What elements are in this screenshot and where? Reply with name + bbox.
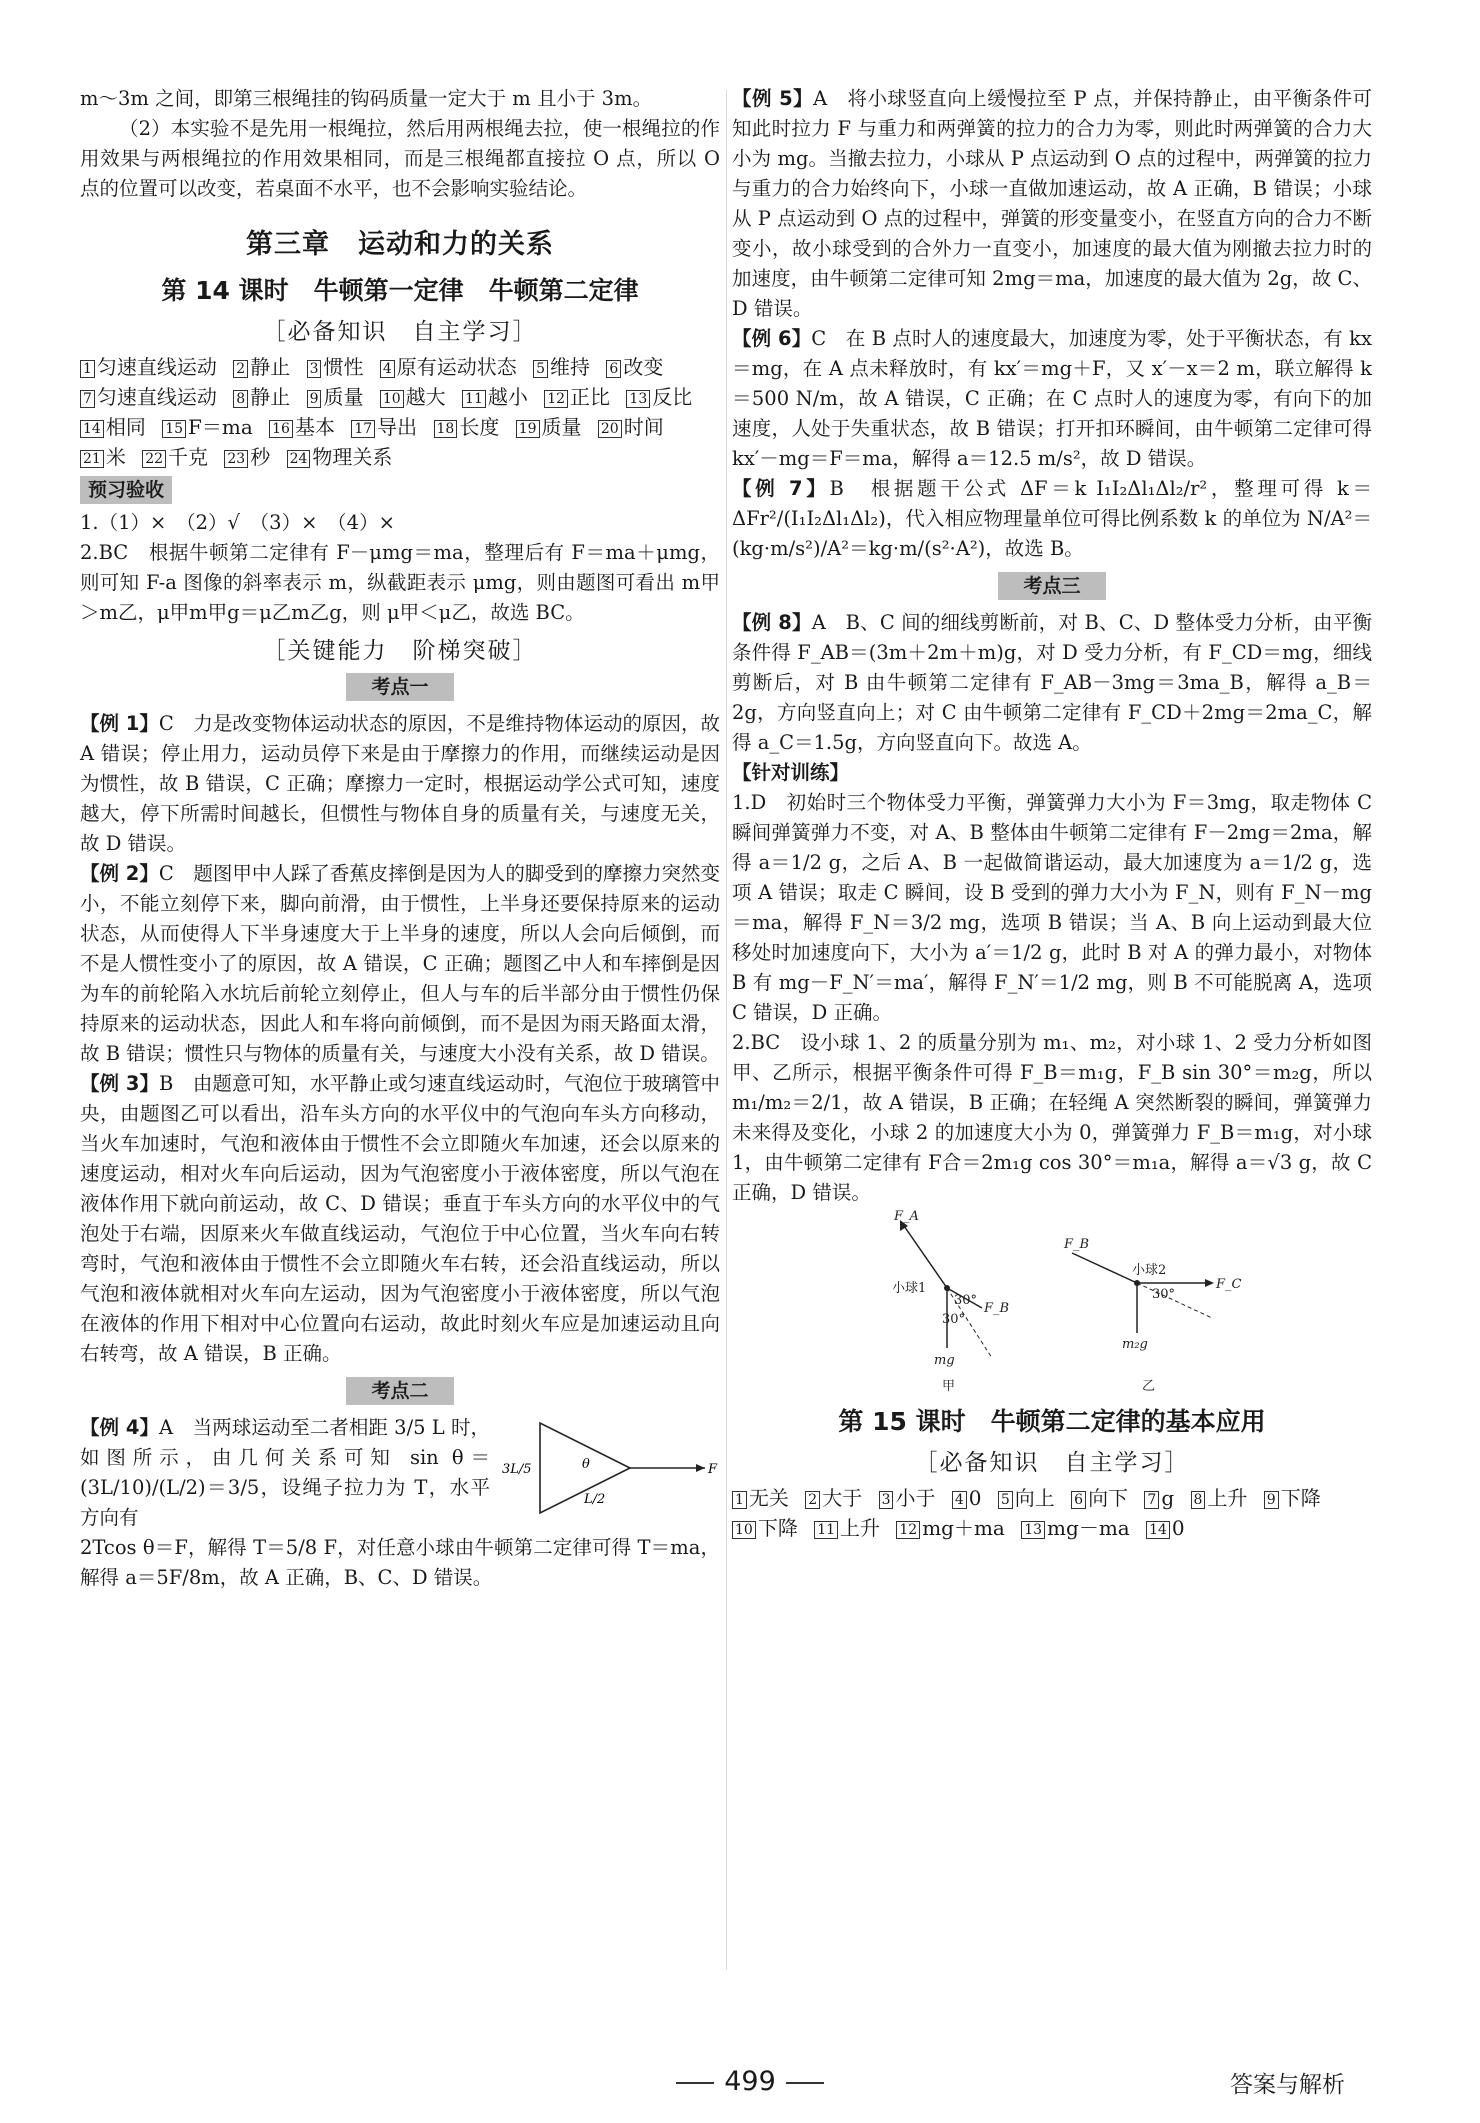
lesson-title: 第 14 课时 牛顿第一定律 牛顿第二定律 bbox=[161, 276, 639, 305]
example-label: 【例 7】 bbox=[732, 477, 830, 500]
keyword-text: 静止 bbox=[250, 385, 291, 409]
figure-label: 30° bbox=[954, 1293, 978, 1308]
kaodian-tag: 考点一 bbox=[346, 673, 454, 701]
keyword-item bbox=[1071, 1486, 1128, 1510]
example-text: C 在 B 点时人的速度最大，加速度为零，处于平衡状态，有 kx＝mg，在 A 点未释放时，有 kx′＝mg＋F，又 x′－x＝2 m，联立解得 k＝500 N/m，故 A 错误，C 正确；在 C 点时人的速度为零，有向下的加速度，人处于失重状态，故 B 错误；打开扣环瞬间，由牛顿第二定律可得 kx′－mg＝F＝ma，解得 a＝12.5 m/s²，故 D 错误。 bbox=[732, 327, 1372, 470]
keyword-text: 越大 bbox=[405, 385, 446, 409]
force-diagram bbox=[842, 1208, 1262, 1398]
figure-label: 小球1 bbox=[892, 1281, 927, 1296]
figure-label: F bbox=[708, 1462, 718, 1477]
ball-2 bbox=[1134, 1280, 1140, 1286]
left-column bbox=[80, 84, 720, 1593]
keyword-number: 23 bbox=[224, 450, 248, 468]
section-label: 答案与解析 bbox=[1230, 2072, 1345, 2098]
keyword-text: 质量 bbox=[541, 415, 582, 439]
keyword-number: 9 bbox=[1264, 1491, 1279, 1509]
keyword-number: 11 bbox=[814, 1521, 838, 1539]
keyword-item bbox=[434, 415, 500, 439]
keyword-text: 越小 bbox=[487, 385, 528, 409]
keyword-text: 向下 bbox=[1088, 1486, 1129, 1510]
keyword-item bbox=[380, 355, 517, 379]
keyword-text: 反比 bbox=[652, 385, 693, 409]
keyword-text: 向上 bbox=[1014, 1486, 1055, 1510]
keyword-text: 匀速直线运动 bbox=[96, 385, 217, 409]
figure-label: 30° bbox=[942, 1312, 966, 1327]
keyword-text: 匀速直线运动 bbox=[96, 355, 217, 379]
example-5 bbox=[732, 84, 1372, 324]
keyword-number: 7 bbox=[80, 390, 95, 408]
keyword-number: 6 bbox=[606, 360, 621, 378]
right-column bbox=[732, 84, 1372, 1543]
keyword-number: 2 bbox=[805, 1491, 820, 1509]
keyword-item bbox=[879, 1486, 936, 1510]
keyword-text: 0 bbox=[1171, 1516, 1185, 1540]
figure-label: 30° bbox=[1152, 1287, 1176, 1302]
keyword-text: 导出 bbox=[377, 415, 418, 439]
keyword-number: 10 bbox=[732, 1521, 756, 1539]
figure-label: 甲 bbox=[942, 1379, 956, 1394]
example-6 bbox=[732, 324, 1372, 474]
ball-1 bbox=[944, 1285, 950, 1291]
keyword-number: 20 bbox=[598, 420, 622, 438]
keyword-text: mg－ma bbox=[1047, 1516, 1130, 1540]
training-heading: 【针对训练】 bbox=[732, 761, 850, 784]
keyword-number: 3 bbox=[307, 360, 322, 378]
arrow-head bbox=[1205, 1279, 1214, 1287]
lesson-title: 第 15 课时 牛顿第二定律的基本应用 bbox=[838, 1407, 1266, 1436]
keyword-number: 2 bbox=[233, 360, 248, 378]
answer-item: 2.BC 根据牛顿第二定律有 F－μmg＝ma，整理后有 F＝ma＋μmg，则可知 F-a 图像的斜率表示 m，纵截距表示 μmg，则由题图可看出 m甲＞m乙，μ甲m甲g＝μ乙m乙g，则 μ甲＜μ乙，故选 BC。 bbox=[80, 541, 720, 624]
keyword-text: 改变 bbox=[623, 355, 664, 379]
keyword-item bbox=[142, 445, 208, 469]
keyword-number: 16 bbox=[269, 420, 293, 438]
keyword-item bbox=[814, 1516, 880, 1540]
keyword-text: 正比 bbox=[570, 385, 611, 409]
section-heading: ［必备知识 自主学习］ bbox=[914, 1450, 1190, 1476]
keyword-number: 6 bbox=[1071, 1491, 1086, 1509]
keyword-number: 12 bbox=[896, 1521, 920, 1539]
example-2 bbox=[80, 859, 720, 1069]
keyword-number: 10 bbox=[380, 390, 404, 408]
keyword-item bbox=[1191, 1486, 1248, 1510]
keyword-number: 22 bbox=[142, 450, 166, 468]
keyword-text: mg＋ma bbox=[922, 1516, 1005, 1540]
figure-label: θ bbox=[582, 1457, 590, 1472]
example-text: A 当两球运动至二者相距 3/5 L 时，如图所示，由几何关系可知 sin θ＝(3L/10)/(L/2)＝3/5，设绳子拉力为 T，水平方向有 bbox=[80, 1416, 491, 1529]
keyword-number: 9 bbox=[307, 390, 322, 408]
example-8 bbox=[732, 608, 1372, 758]
keyword-text: 无关 bbox=[748, 1486, 789, 1510]
keyword-number: 17 bbox=[351, 420, 375, 438]
paragraph: m～3m 之间，即第三根绳挂的钩码质量一定大于 m 且小于 3m。 bbox=[80, 87, 653, 110]
keyword-number: 8 bbox=[233, 390, 248, 408]
keyword-item bbox=[307, 385, 364, 409]
keyword-number: 15 bbox=[162, 420, 186, 438]
keyword-text: g bbox=[1161, 1486, 1175, 1510]
example-label: 【例 3】 bbox=[80, 1072, 159, 1095]
keyword-number: 14 bbox=[1146, 1521, 1170, 1539]
section-heading: ［必备知识 自主学习］ bbox=[262, 319, 538, 345]
answer-item: 1.（1）× （2）√ （3）× （4）× bbox=[80, 511, 395, 534]
keyword-item bbox=[233, 355, 290, 379]
force-line bbox=[1072, 1253, 1137, 1283]
keyword-item bbox=[606, 355, 663, 379]
example-7 bbox=[732, 474, 1372, 564]
example-4 bbox=[80, 1413, 720, 1533]
keyword-item bbox=[896, 1516, 1004, 1540]
column-divider bbox=[726, 90, 727, 1970]
keyword-text: 小于 bbox=[895, 1486, 936, 1510]
keyword-number: 13 bbox=[626, 390, 650, 408]
figure-label: F_A bbox=[894, 1209, 919, 1224]
arrow-head bbox=[696, 1464, 705, 1472]
keyword-item bbox=[1021, 1516, 1129, 1540]
keyword-item bbox=[351, 415, 417, 439]
keyword-text: 米 bbox=[105, 445, 126, 469]
keyword-item bbox=[732, 1516, 798, 1540]
keyword-item bbox=[1144, 1486, 1174, 1510]
keyword-item bbox=[162, 415, 253, 439]
example-1 bbox=[80, 709, 720, 859]
figure-label: F_B bbox=[984, 1301, 1010, 1316]
keyword-item bbox=[307, 355, 364, 379]
keyword-text: 0 bbox=[968, 1486, 982, 1510]
example-text: C 力是改变物体运动状态的原因，不是维持物体运动的原因，故 A 错误；停止用力，运动员停下来是由于摩擦力的作用，而继续运动是因为惯性，故 B 错误，C 正确；摩擦力一定时，根据运动学公式可知，速度越大，停下所需时间越长，但惯性与物体自身的质量有关，与速度无关，故 D 错误。 bbox=[80, 712, 720, 855]
figure-label: m₂g bbox=[1122, 1337, 1148, 1352]
keyword-text: 维持 bbox=[550, 355, 591, 379]
keyword-text: 相同 bbox=[105, 415, 146, 439]
keyword-item bbox=[80, 355, 217, 379]
keyword-text: 原有运动状态 bbox=[396, 355, 517, 379]
keyword-number: 11 bbox=[462, 390, 486, 408]
figure-label: F_B bbox=[1064, 1237, 1090, 1252]
keyword-text: 物理关系 bbox=[312, 445, 393, 469]
keyword-number: 3 bbox=[879, 1491, 894, 1509]
example-label: 【例 8】 bbox=[732, 611, 812, 634]
keyword-text: 质量 bbox=[323, 385, 364, 409]
keyword-item bbox=[998, 1486, 1055, 1510]
keyword-text: 秒 bbox=[250, 445, 271, 469]
kaodian-tag: 考点三 bbox=[998, 572, 1106, 600]
keyword-item bbox=[626, 385, 692, 409]
keyword-list bbox=[732, 1483, 1372, 1543]
keyword-number: 24 bbox=[287, 450, 311, 468]
figure-label: 3L/5 bbox=[502, 1462, 532, 1477]
keyword-item bbox=[952, 1486, 982, 1510]
keyword-item bbox=[80, 385, 217, 409]
keyword-number: 4 bbox=[952, 1491, 967, 1509]
section-heading: ［关键能力 阶梯突破］ bbox=[262, 638, 538, 664]
figure-label: F_C bbox=[1216, 1277, 1242, 1292]
example-text: B 由题意可知，水平静止或匀速直线运动时，气泡位于玻璃管中央，由题图乙可以看出，沿车头方向的水平仪中的气泡向车头方向移动，当火车加速时，气泡和液体由于惯性不会立即随火车加速，还会以原来的速度运动，相对火车向后运动，因为气泡密度小于液体密度，所以气泡在液体作用下就向前运动，故 C、D 错误；垂直于车头方向的水平仪中的气泡处于右端，因原来火车做直线运动，气泡位于中心位置，当火车向右转弯时，气泡和液体由于惯性不会立即随火车右转，还会沿直线运动，所以气泡和液体就相对火车向左运动，因为气泡密度小于液体密度，所以气泡在液体的作用下相对中心位置向右运动，故此时刻火车应是加速运动且向右转弯，故 A 错误，B 正确。 bbox=[80, 1072, 720, 1365]
keyword-number: 19 bbox=[516, 420, 540, 438]
keyword-number: 14 bbox=[80, 420, 104, 438]
figure-label: 小球2 bbox=[1132, 1263, 1167, 1278]
example-label: 【例 4】 bbox=[80, 1416, 160, 1439]
keyword-item bbox=[533, 355, 590, 379]
keyword-text: 时间 bbox=[623, 415, 664, 439]
keyword-number: 12 bbox=[544, 390, 568, 408]
keyword-text: 下降 bbox=[1280, 1486, 1321, 1510]
keyword-list bbox=[80, 352, 720, 472]
keyword-number: 21 bbox=[80, 450, 104, 468]
keyword-number: 5 bbox=[533, 360, 548, 378]
training-1: 1.D 初始时三个物体受力平衡，弹簧弹力大小为 F＝3mg，取走物体 C 瞬间弹簧弹力不变，对 A、B 整体由牛顿第二定律有 F－2mg＝2ma，解得 a＝1/2 g，之后 A、B 一起做简谐运动，最大加速度为 a＝1/2 g，选项 A 错误；取走 C 瞬间，设 B 受到的弹力大小为 F_N，则有 F_N－mg＝ma，解得 F_N＝3/2 mg，选项 B 错误；当 A、B 向上运动到最大位移处时加速度向下，大小为 a′＝1/2 g，此时 B 对 A 的弹力最小，对物体 B 有 mg－F_N′＝ma′，解得 F_N′＝1/2 mg，则 B 不可能脱离 A，选项 C 错误，D 正确。 bbox=[732, 791, 1372, 1024]
force-line bbox=[902, 1223, 947, 1288]
keyword-number: 5 bbox=[998, 1491, 1013, 1509]
keyword-text: 惯性 bbox=[323, 355, 364, 379]
figure-label: 乙 bbox=[1142, 1379, 1156, 1394]
keyword-item bbox=[80, 445, 126, 469]
keyword-text: 上升 bbox=[1207, 1486, 1248, 1510]
triangle-figure bbox=[500, 1413, 720, 1523]
keyword-number: 1 bbox=[732, 1491, 747, 1509]
keyword-item bbox=[380, 385, 446, 409]
keyword-item bbox=[732, 1486, 789, 1510]
keyword-item bbox=[516, 415, 582, 439]
keyword-text: 长度 bbox=[459, 415, 500, 439]
keyword-item bbox=[598, 415, 664, 439]
paragraph: （2）本实验不是先用一根绳拉，然后用两根绳去拉，使一根绳拉的作用效果与两根绳拉的作用效果相同，而是三根绳都直接拉 O 点，所以 O 点的位置可以改变，若桌面不水平，也不会影响实验结论。 bbox=[80, 117, 720, 200]
keyword-item bbox=[1146, 1516, 1185, 1540]
figure-label: L/2 bbox=[584, 1492, 606, 1507]
figure-label: mg bbox=[934, 1353, 955, 1368]
keyword-text: 大于 bbox=[822, 1486, 863, 1510]
example-text: A 将小球竖直向上缓慢拉至 P 点，并保持静止，由平衡条件可知此时拉力 F 与重力和两弹簧的拉力的合力为零，则此时两弹簧的合力大小为 mg。当撤去拉力，小球从 P 点运动到 O 点的过程中，两弹簧的拉力与重力的合力始终向下，小球一直做加速运动，故 A 正确，B 错误；小球从 P 点运动到 O 点的过程中，弹簧的形变量变小，在竖直方向的合力不断变小，故小球受到的合外力一直变小，加速度的最大值为刚撤去拉力时的加速度，由牛顿第二定律可知 2mg＝ma，加速度的最大值为 2g，故 C、D 错误。 bbox=[732, 87, 1372, 320]
keyword-item bbox=[805, 1486, 862, 1510]
keyword-item bbox=[462, 385, 528, 409]
kaodian-tag: 考点二 bbox=[346, 1377, 454, 1405]
keyword-text: 基本 bbox=[294, 415, 335, 439]
keyword-text: 下降 bbox=[757, 1516, 798, 1540]
keyword-number: 18 bbox=[434, 420, 458, 438]
keyword-item bbox=[269, 415, 335, 439]
example-label: 【例 6】 bbox=[732, 327, 812, 350]
example-3 bbox=[80, 1069, 720, 1369]
example-label: 【例 2】 bbox=[80, 862, 159, 885]
preview-tag: 预习验收 bbox=[80, 476, 172, 504]
page-number: 499 bbox=[640, 2066, 860, 2097]
chapter-title: 第三章 运动和力的关系 bbox=[246, 229, 554, 260]
keyword-number: 1 bbox=[80, 360, 95, 378]
keyword-item bbox=[544, 385, 610, 409]
page-footer bbox=[0, 2066, 1480, 2106]
keyword-item bbox=[287, 445, 393, 469]
keyword-number: 8 bbox=[1191, 1491, 1206, 1509]
keyword-number: 4 bbox=[380, 360, 395, 378]
example-text: A B、C 间的细线剪断前，对 B、C、D 整体受力分析，由平衡条件得 F_AB＝(3m＋2m＋m)g，对 D 受力分析，有 F_CD＝mg，细线剪断后，对 B 由牛顿第二定律有 F_AB－3mg＝3ma_B，解得 a_B＝2g，方向竖直向上；对 C 由牛顿第二定律有 F_CD＋2mg＝2ma_C，解得 a_C＝1.5g，方向竖直向下。故选 A。 bbox=[732, 611, 1373, 754]
example-text: B 根据题干公式 ΔF＝k I₁I₂Δl₁Δl₂/r²，整理可得 k＝ΔFr²/(I₁I₂Δl₁Δl₂)，代入相应物理量单位可得比例系数 k 的单位为 N/A²＝(kg·m/s²)/A²＝kg·m/(s²·A²)，故选 B。 bbox=[732, 477, 1372, 560]
example-text: C 题图甲中人踩了香蕉皮摔倒是因为人的脚受到的摩擦力突然变小，不能立刻停下来，脚向前滑，由于惯性，上半身还要保持原来的运动状态，从而使得人下半身速度大于上半身的速度，所以人会向后倾倒，而不是人惯性变小了的原因，故 A 错误，C 正确；题图乙中人和车摔倒是因为车的前轮陷入水坑后前轮立刻停止，但人与车的后半部分由于惯性仍保持原来的运动状态，因此人和车将向前倾倒，而不是因为雨天路面太滑，故 B 错误；惯性只与物体的质量有关，与速度大小没有关系，故 D 错误。 bbox=[80, 862, 720, 1065]
keyword-text: F＝ma bbox=[188, 415, 253, 439]
keyword-item bbox=[1264, 1486, 1321, 1510]
example-4-cont: 2Tcos θ＝F，解得 T＝5/8 F，对任意小球由牛顿第二定律可得 T＝ma，解得 a＝5F/8m，故 A 正确，B、C、D 错误。 bbox=[80, 1536, 720, 1589]
keyword-item bbox=[233, 385, 290, 409]
keyword-text: 静止 bbox=[250, 355, 291, 379]
keyword-text: 上升 bbox=[840, 1516, 881, 1540]
keyword-number: 13 bbox=[1021, 1521, 1045, 1539]
keyword-number: 7 bbox=[1144, 1491, 1159, 1509]
example-label: 【例 1】 bbox=[80, 712, 159, 735]
training-2: 2.BC 设小球 1、2 的质量分别为 m₁、m₂，对小球 1、2 受力分析如图甲、乙所示，根据平衡条件可得 F_B＝m₁g，F_B sin 30°＝m₂g，所以 m₁/m₂＝2/1，故 A 错误，B 正确；在轻绳 A 突然断裂的瞬间，弹簧弹力未来得及变化，小球 2 的加速度大小为 0，弹簧弹力 F_B＝m₁g，对小球 1，由牛顿第二定律有 F合＝2m₁g cos 30°＝m₁a，解得 a＝√3 g，故 C 正确，D 错误。 bbox=[732, 1031, 1372, 1204]
keyword-text: 千克 bbox=[168, 445, 209, 469]
keyword-item bbox=[224, 445, 270, 469]
example-label: 【例 5】 bbox=[732, 87, 814, 110]
keyword-item bbox=[80, 415, 146, 439]
